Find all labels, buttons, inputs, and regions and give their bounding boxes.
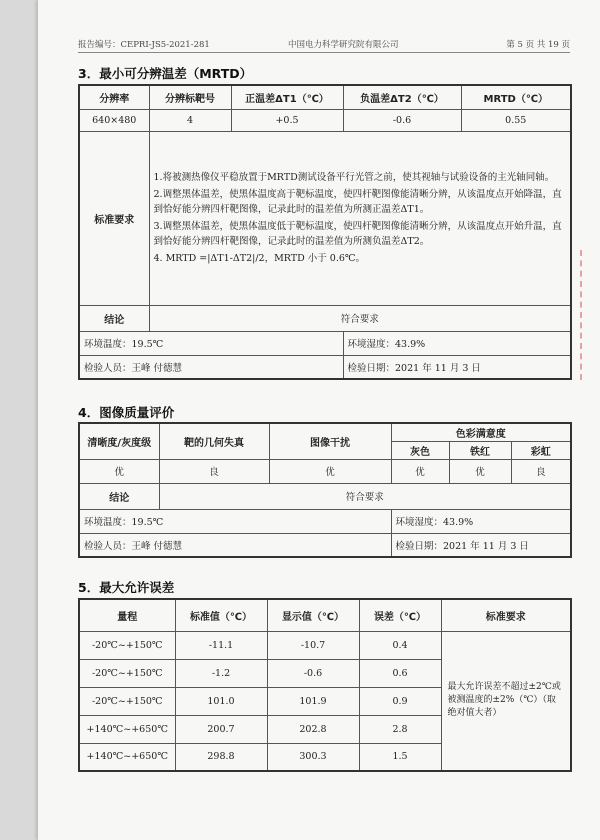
header-rainbow: 彩虹: [511, 441, 571, 459]
value-geometry: 良: [159, 459, 269, 483]
conclusion-label: 结论: [79, 483, 159, 509]
header-negative-diff: 负温差ΔT2（℃）: [343, 85, 461, 109]
conclusion-label: 结论: [79, 305, 149, 331]
table-row-display: -0.6: [267, 659, 359, 687]
header-positive-diff: 正温差ΔT1（℃）: [231, 85, 343, 109]
max-error-table: [78, 598, 572, 772]
header-gray: 灰色: [391, 441, 449, 459]
image-quality-table: [78, 422, 572, 558]
value-resolution: 640×480: [79, 109, 149, 131]
header-resolution: 分辨率: [79, 85, 149, 109]
requirement-item-3: 3.调整黑体温差，使黑体温度低于靶标温度，使四杆靶图像能清晰分辨，从该温度点开始升温，直到恰好能分辨四杆靶图像，记录此时的温差值为所测负温差ΔT2。: [153, 221, 562, 247]
table-row-error: 0.6: [359, 659, 441, 687]
table-row-error: 0.9: [359, 687, 441, 715]
table-row-range: -20℃~+150℃: [79, 687, 175, 715]
inspection-date: 检验日期：2021 年 11 月 3 日: [343, 355, 571, 379]
value-rainbow: 良: [511, 459, 571, 483]
table-row-range: +140℃~+650℃: [79, 743, 175, 771]
value-target: 4: [149, 109, 231, 131]
header-error: 误差（℃）: [359, 599, 441, 631]
ambient-humidity: 环境湿度：43.9%: [391, 509, 571, 533]
table-row-standard: 101.0: [175, 687, 267, 715]
table-row-range: +140℃~+650℃: [79, 715, 175, 743]
value-clarity: 优: [79, 459, 159, 483]
header-mrtd: MRTD（℃）: [461, 85, 571, 109]
header-range: 量程: [79, 599, 175, 631]
requirement-text: 最大允许误差不超过±2℃或被测温度的±2%（℃）（取绝对值大者）: [441, 631, 571, 771]
table-row-standard: -11.1: [175, 631, 267, 659]
table-row-display: 202.8: [267, 715, 359, 743]
report-number: 报告编号：CEPRI-JS5-2021-281: [78, 40, 210, 50]
header-clarity: 清晰度/灰度级: [79, 423, 159, 459]
seal-stamp-edge: [580, 250, 600, 380]
table-row-standard: 200.7: [175, 715, 267, 743]
requirement-text: [149, 131, 571, 305]
table-row-display: 101.9: [267, 687, 359, 715]
page-header: [78, 36, 570, 53]
value-iron-red: 优: [449, 459, 511, 483]
document-page: [38, 0, 600, 840]
ambient-temperature: 环境温度：19.5℃: [79, 331, 343, 355]
value-mrtd: 0.55: [461, 109, 571, 131]
inspector: 检验人员：王峰 付德慧: [79, 533, 391, 557]
header-interference: 图像干扰: [269, 423, 391, 459]
header-geometry: 靶的几何失真: [159, 423, 269, 459]
requirement-label: 标准要求: [79, 131, 149, 305]
conclusion-value: 符合要求: [159, 483, 571, 509]
header-target: 分辨标靶号: [149, 85, 231, 109]
table-row-range: -20℃~+150℃: [79, 659, 175, 687]
table-row-error: 2.8: [359, 715, 441, 743]
value-interference: 优: [269, 459, 391, 483]
value-gray: 优: [391, 459, 449, 483]
header-standard-value: 标准值（℃）: [175, 599, 267, 631]
requirement-item-4: 4. MRTD =|ΔT1-ΔT2|/2，MRTD 小于 0.6℃。: [153, 253, 366, 264]
conclusion-value: 符合要求: [149, 305, 571, 331]
table-row-display: -10.7: [267, 631, 359, 659]
ambient-temperature: 环境温度：19.5℃: [79, 509, 391, 533]
value-positive-diff: +0.5: [231, 109, 343, 131]
section4-title: 4．图像质量评价: [78, 405, 175, 420]
page-number: 第 5 页 共 19 页: [506, 40, 570, 50]
table-row-standard: 298.8: [175, 743, 267, 771]
inspector: 检验人员：王峰 付德慧: [79, 355, 343, 379]
table-row-range: -20℃~+150℃: [79, 631, 175, 659]
table-row-standard: -1.2: [175, 659, 267, 687]
table-row-error: 1.5: [359, 743, 441, 771]
value-negative-diff: -0.6: [343, 109, 461, 131]
header-display-value: 显示值（℃）: [267, 599, 359, 631]
ambient-humidity: 环境湿度：43.9%: [343, 331, 571, 355]
header-iron-red: 铁红: [449, 441, 511, 459]
table-row-display: 300.3: [267, 743, 359, 771]
mrtd-table: [78, 84, 572, 380]
section3-title: 3．最小可分辨温差（MRTD）: [78, 66, 253, 81]
inspection-date: 检验日期：2021 年 11 月 3 日: [391, 533, 571, 557]
requirement-item-2: 2.调整黑体温差，使黑体温度高于靶标温度，使四杆靶图像能清晰分辨，从该温度点开始降温，直到恰好能分辨四杆靶图像，记录此时的温差值为所测正温差ΔT1。: [153, 189, 562, 215]
requirement-item-1: 1.将被测热像仪平稳放置于MRTD测试设备平行光管之前，使其视轴与试验设备的主光轴同轴。: [153, 172, 555, 183]
header-requirement: 标准要求: [441, 599, 571, 631]
header-color-satisfaction: 色彩满意度: [391, 423, 571, 441]
table-row-error: 0.4: [359, 631, 441, 659]
section5-title: 5．最大允许误差: [78, 580, 175, 595]
institute-name: 中国电力科学研究院有限公司: [288, 40, 399, 50]
